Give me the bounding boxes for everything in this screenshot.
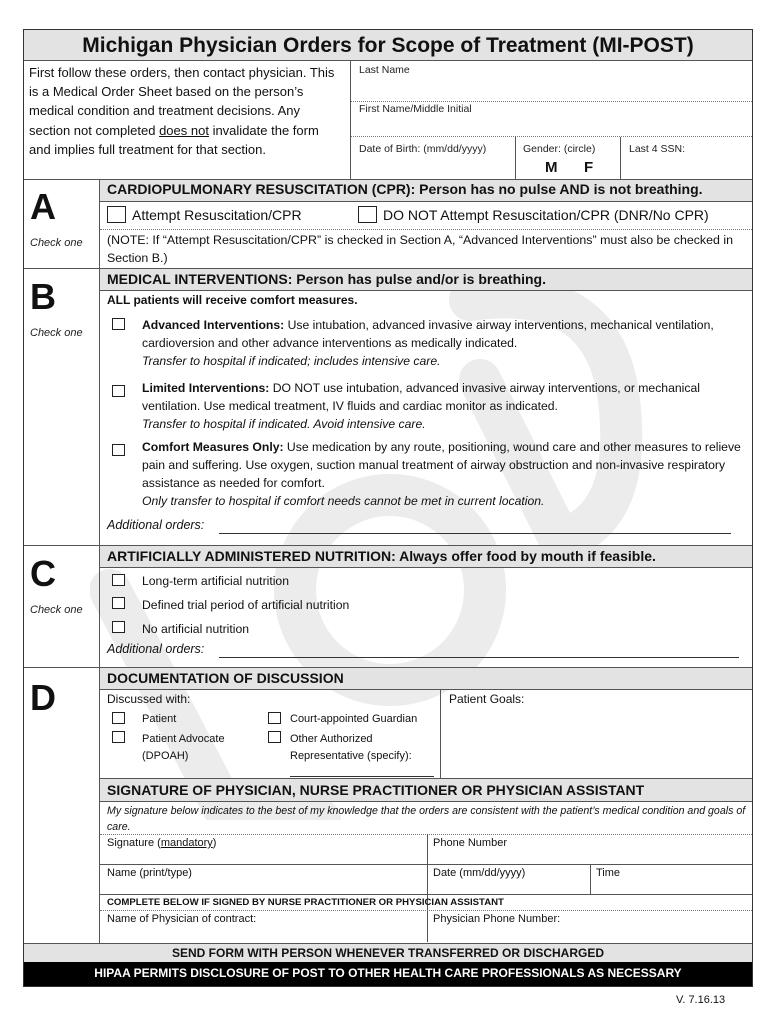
time-field[interactable] xyxy=(594,880,748,893)
section-b-check-one: Check one xyxy=(30,327,83,339)
intro-part1: First follow these orders, then contact physician. This is a Medical Order Sheet based on the person’s medical condition and treatment decisions. Any section not completed xyxy=(29,65,335,138)
section-c-additional-label: Additional orders: xyxy=(107,642,205,656)
signature-label-end: ) xyxy=(212,837,217,849)
section-c-additional-field[interactable] xyxy=(219,657,739,658)
section-a-heading: CARDIOPULMONARY RESUSCITATION (CPR): Person has no pulse AND is not breathing. xyxy=(107,181,703,197)
ssn-field[interactable] xyxy=(625,157,747,177)
intro-part2: invalidate the form and implies full treatment for that section. xyxy=(29,122,319,157)
discussed-patient-label: Patient xyxy=(142,713,177,725)
advanced-body: Use intubation, advanced invasive airway interventions, mechanical ventilation, cardioversion and other advance interventions as medically indicated. xyxy=(142,318,714,350)
last-name-label: Last Name xyxy=(359,64,410,76)
section-b-letter: B xyxy=(30,276,56,317)
date-label: Date (mm/dd/yyyy) xyxy=(433,867,526,879)
section-b-additional-label: Additional orders: xyxy=(107,518,205,532)
last-name-field[interactable] xyxy=(355,78,747,98)
other-representative-field[interactable] xyxy=(290,776,434,777)
no-nutrition-label: No artificial nutrition xyxy=(142,622,250,636)
gender-m[interactable]: M xyxy=(545,159,558,176)
footer-hipaa: HIPAA PERMITS DISCLOSURE OF POST TO OTHER HEALTH CARE PROFESSIONALS AS NECESSARY xyxy=(24,962,752,986)
cpr-dnr-checkbox[interactable] xyxy=(358,206,377,223)
section-a-note: (NOTE: If “Attempt Resuscitation/CPR” is checked in Section A, “Advanced Interventions” must also be checked in Section B.) xyxy=(107,233,733,265)
discussed-patient-checkbox[interactable] xyxy=(112,712,125,724)
gender-f[interactable]: F xyxy=(584,159,594,176)
date-field[interactable] xyxy=(431,880,587,893)
advanced-interventions-checkbox[interactable] xyxy=(112,318,125,330)
comfort-italic: Only transfer to hospital if comfort needs cannot be met in current location. xyxy=(142,494,545,508)
section-a-letter: A xyxy=(30,186,56,227)
limited-interventions-checkbox[interactable] xyxy=(112,385,125,397)
signature-label-start: Signature ( xyxy=(107,837,161,849)
comfort-all-text: ALL patients will receive comfort measures. xyxy=(107,293,358,307)
discussed-other-checkbox[interactable] xyxy=(268,731,281,743)
comfort-title: Comfort Measures Only: xyxy=(142,440,284,454)
version-label: V. 7.16.13 xyxy=(676,994,726,1006)
section-a-check-one: Check one xyxy=(30,237,83,249)
name-print-label: Name (print/type) xyxy=(107,867,192,879)
trial-nutrition-label: Defined trial period of artificial nutrition xyxy=(142,598,350,612)
limited-italic: Transfer to hospital if indicated. Avoid intensive care. xyxy=(142,417,426,431)
dob-field[interactable] xyxy=(355,157,510,177)
advanced-title: Advanced Interventions: xyxy=(142,318,285,332)
long-term-nutrition-checkbox[interactable] xyxy=(112,574,125,586)
signature-field[interactable] xyxy=(104,850,424,864)
patient-goals-field[interactable] xyxy=(445,708,745,774)
time-label: Time xyxy=(596,867,621,879)
long-term-nutrition-label: Long-term artificial nutrition xyxy=(142,574,289,588)
section-b-heading: MEDICAL INTERVENTIONS: Person has pulse and/or is breathing. xyxy=(107,271,546,287)
form-title: Michigan Physician Orders for Scope of Treatment (MI-POST) xyxy=(24,30,752,61)
physician-phone-field[interactable] xyxy=(431,926,747,941)
discussed-with-label: Discussed with: xyxy=(107,692,191,706)
section-c-check-one: Check one xyxy=(30,604,83,616)
trial-nutrition-checkbox[interactable] xyxy=(112,597,125,609)
discussed-guardian-label: Court-appointed Guardian xyxy=(290,713,418,725)
discussed-guardian-checkbox[interactable] xyxy=(268,712,281,724)
signature-mandatory: mandatory xyxy=(160,837,213,849)
discussed-advocate-checkbox[interactable] xyxy=(112,731,125,743)
comfort-measures-checkbox[interactable] xyxy=(112,444,125,456)
section-d-letter: D xyxy=(30,677,56,718)
advanced-interventions-text xyxy=(142,316,742,370)
section-d-heading: DOCUMENTATION OF DISCUSSION xyxy=(107,670,344,686)
complete-below-note: COMPLETE BELOW IF SIGNED BY NURSE PRACTITIONER OR PHYSICIAN ASSISTANT xyxy=(107,897,504,908)
advanced-italic: Transfer to hospital if indicated; includes intensive care. xyxy=(142,354,441,368)
comfort-body: Use medication by any route, positioning, wound care and other measures to relieve pain and suffering. Use oxygen, suction manual treatment of airway obstruction and non-invasive respiratory assistance as needed for comfort. xyxy=(142,440,741,490)
phone-label: Phone Number xyxy=(433,837,507,849)
footer-send-form: SEND FORM WITH PERSON WHENEVER TRANSFERRED OR DISCHARGED xyxy=(24,943,752,962)
physician-contract-field[interactable] xyxy=(104,926,424,941)
physician-phone-label: Physician Phone Number: xyxy=(433,913,561,925)
section-c-letter: C xyxy=(30,553,56,594)
phone-field[interactable] xyxy=(431,850,747,864)
limited-interventions-text xyxy=(142,379,747,433)
signature-label xyxy=(107,837,216,849)
cpr-attempt-label: Attempt Resuscitation/CPR xyxy=(132,207,302,223)
first-name-label: First Name/Middle Initial xyxy=(359,103,472,115)
discussed-advocate-label: Patient Advocate (DPOAH) xyxy=(142,733,225,762)
comfort-measures-text xyxy=(142,438,742,510)
dob-label: Date of Birth: (mm/dd/yyyy) xyxy=(359,143,487,155)
limited-title: Limited Interventions: xyxy=(142,381,270,395)
physician-contract-label: Name of Physician of contract: xyxy=(107,913,257,925)
no-nutrition-checkbox[interactable] xyxy=(112,621,125,633)
section-c-heading: ARTIFICIALLY ADMINISTERED NUTRITION: Always offer food by mouth if feasible. xyxy=(107,548,656,564)
intro-underlined: does not xyxy=(159,122,209,138)
first-name-field[interactable] xyxy=(355,117,747,135)
signature-heading: SIGNATURE OF PHYSICIAN, NURSE PRACTITIONER OR PHYSICIAN ASSISTANT xyxy=(107,782,645,798)
patient-goals-label: Patient Goals: xyxy=(449,692,525,706)
ssn-label: Last 4 SSN: xyxy=(629,143,686,155)
cpr-dnr-label: DO NOT Attempt Resuscitation/CPR (DNR/No CPR) xyxy=(383,207,709,223)
gender-label: Gender: (circle) xyxy=(523,143,596,155)
cpr-attempt-checkbox[interactable] xyxy=(107,206,126,223)
signature-note: My signature below indicates to the best of my knowledge that the orders are consistent with the patient’s medical condition and goals of care. xyxy=(107,805,746,833)
section-b-additional-field[interactable] xyxy=(219,533,731,534)
limited-body: DO NOT use intubation, advanced invasive airway interventions, or mechanical ventilation. Use medical treatment, IV fluids and cardiac monitor as indicated. xyxy=(142,381,700,413)
intro-text xyxy=(29,63,344,159)
name-print-field[interactable] xyxy=(104,880,424,893)
discussed-other-label: Other Authorized Representative (specify): xyxy=(290,733,412,762)
